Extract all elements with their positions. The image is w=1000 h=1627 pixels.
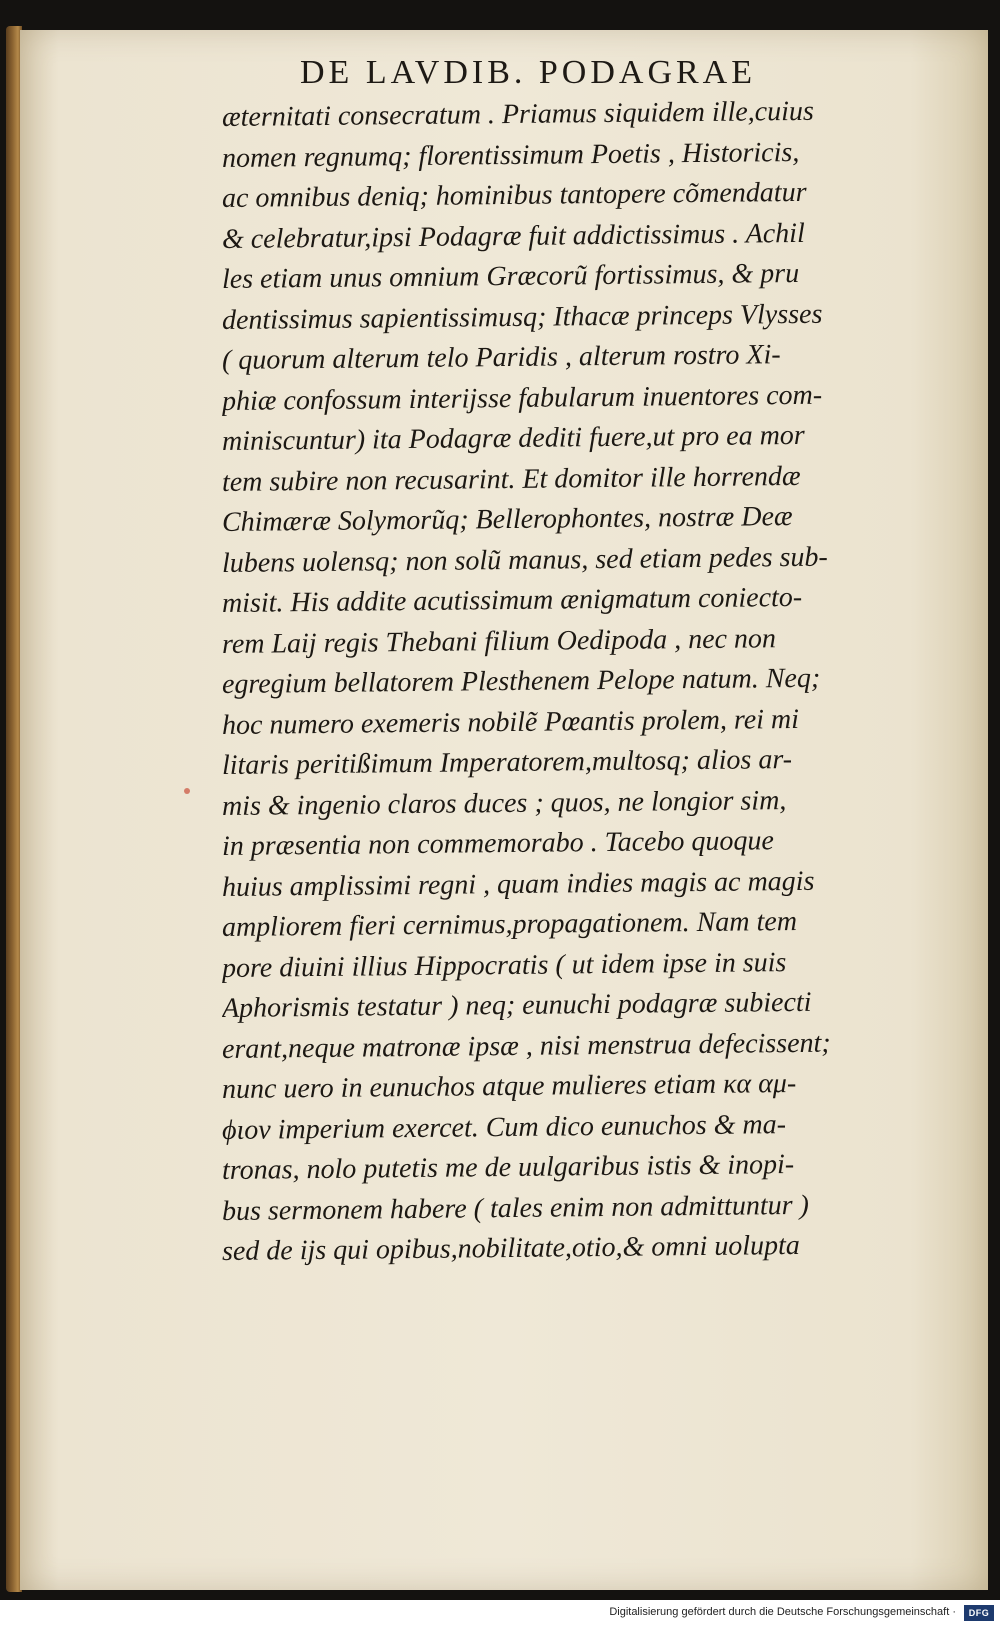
text-line: misit. His addite acutissimum ænigmatum coniecto- — [221, 581, 803, 619]
text-line: rem Laij regis Thebani filium Oedipoda , nec non — [221, 622, 777, 660]
text-line: phiæ confossum interijsse fabularum inuentores com- — [221, 379, 823, 417]
funding-credit: Digitalisierung gefördert durch die Deutsche Forschungsgemeinschaft · — [609, 1606, 956, 1618]
text-line: ampliorem fieri cernimus,propagationem. Nam tem — [221, 905, 798, 943]
text-line: nomen regnumq; florentissimum Poetis , Historicis, — [221, 136, 800, 174]
ink-blemish — [184, 788, 190, 794]
digitization-footer — [0, 1600, 1000, 1627]
text-line: Chimæræ Solymorũq; Bellerophontes, nostræ Deæ — [221, 501, 793, 538]
text-line: tronas, nolo putetis me de uulgaribus istis & inopi- — [221, 1149, 795, 1186]
text-line: bus sermonem habere ( tales enim non admittuntur ) — [221, 1189, 810, 1227]
text-line: miniscuntur) ita Podagræ dediti fuere,ut pro ea mor — [221, 419, 805, 457]
text-line: nunc uero in eunuchos atque mulieres etiam κα αμ- — [221, 1067, 797, 1105]
running-head: DE LAVDIB. PODAGRAE — [300, 54, 756, 91]
text-line: egregium bellatorem Plesthenem Pelope natum. Neq; — [221, 662, 821, 700]
text-line: litaris peritißimum Imperatorem,multosq; alios ar- — [221, 744, 793, 781]
text-line: hoc numero exemeris nobilẽ Pœantis prolem, rei mi — [221, 703, 800, 741]
text-line: tem subire non recusarint. Et domitor ille horrendæ — [221, 460, 801, 498]
text-line: mis & ingenio claros duces ; quos, ne longior sim, — [221, 784, 787, 822]
text-line: ac omnibus deniq; hominibus tantopere cõmendatur — [221, 176, 807, 214]
text-line: Aphorismis testatur ) neq; eunuchi podagræ subiecti — [221, 986, 812, 1024]
text-line: erant,neque matronæ ipsæ , nisi menstrua defecissent; — [221, 1027, 831, 1065]
text-line: les etiam unus omnium Græcorũ fortissimus, & pru — [221, 257, 800, 295]
text-line: lubens uolensq; non solũ manus, sed etiam pedes sub- — [221, 541, 828, 579]
text-line: ϕιον imperium exercet. Cum dico eunuchos & ma- — [221, 1108, 787, 1146]
text-line: & celebratur,ipsi Podagræ fuit addictissimus . Achil — [221, 217, 805, 255]
text-line: huius amplissimi regni , quam indies magis ac magis — [221, 865, 815, 903]
text-block — [221, 95, 962, 1273]
text-line: dentissimus sapientissimusq; Ithacæ princeps Vlysses — [221, 298, 823, 336]
text-line: ( quorum alterum telo Paridis , alterum rostro Xi- — [221, 339, 781, 376]
dfg-logo-icon: DFG — [964, 1605, 994, 1621]
text-line: æternitati consecratum . Priamus siquidem ille,cuius — [221, 95, 814, 133]
text-line: pore diuini illius Hippocratis ( ut idem ipse in suis — [221, 946, 787, 984]
text-line: in præsentia non commemorabo . Tacebo quoque — [221, 825, 775, 862]
text-line: sed de ijs qui opibus,nobilitate,otio,& omni uolupta — [221, 1229, 801, 1267]
